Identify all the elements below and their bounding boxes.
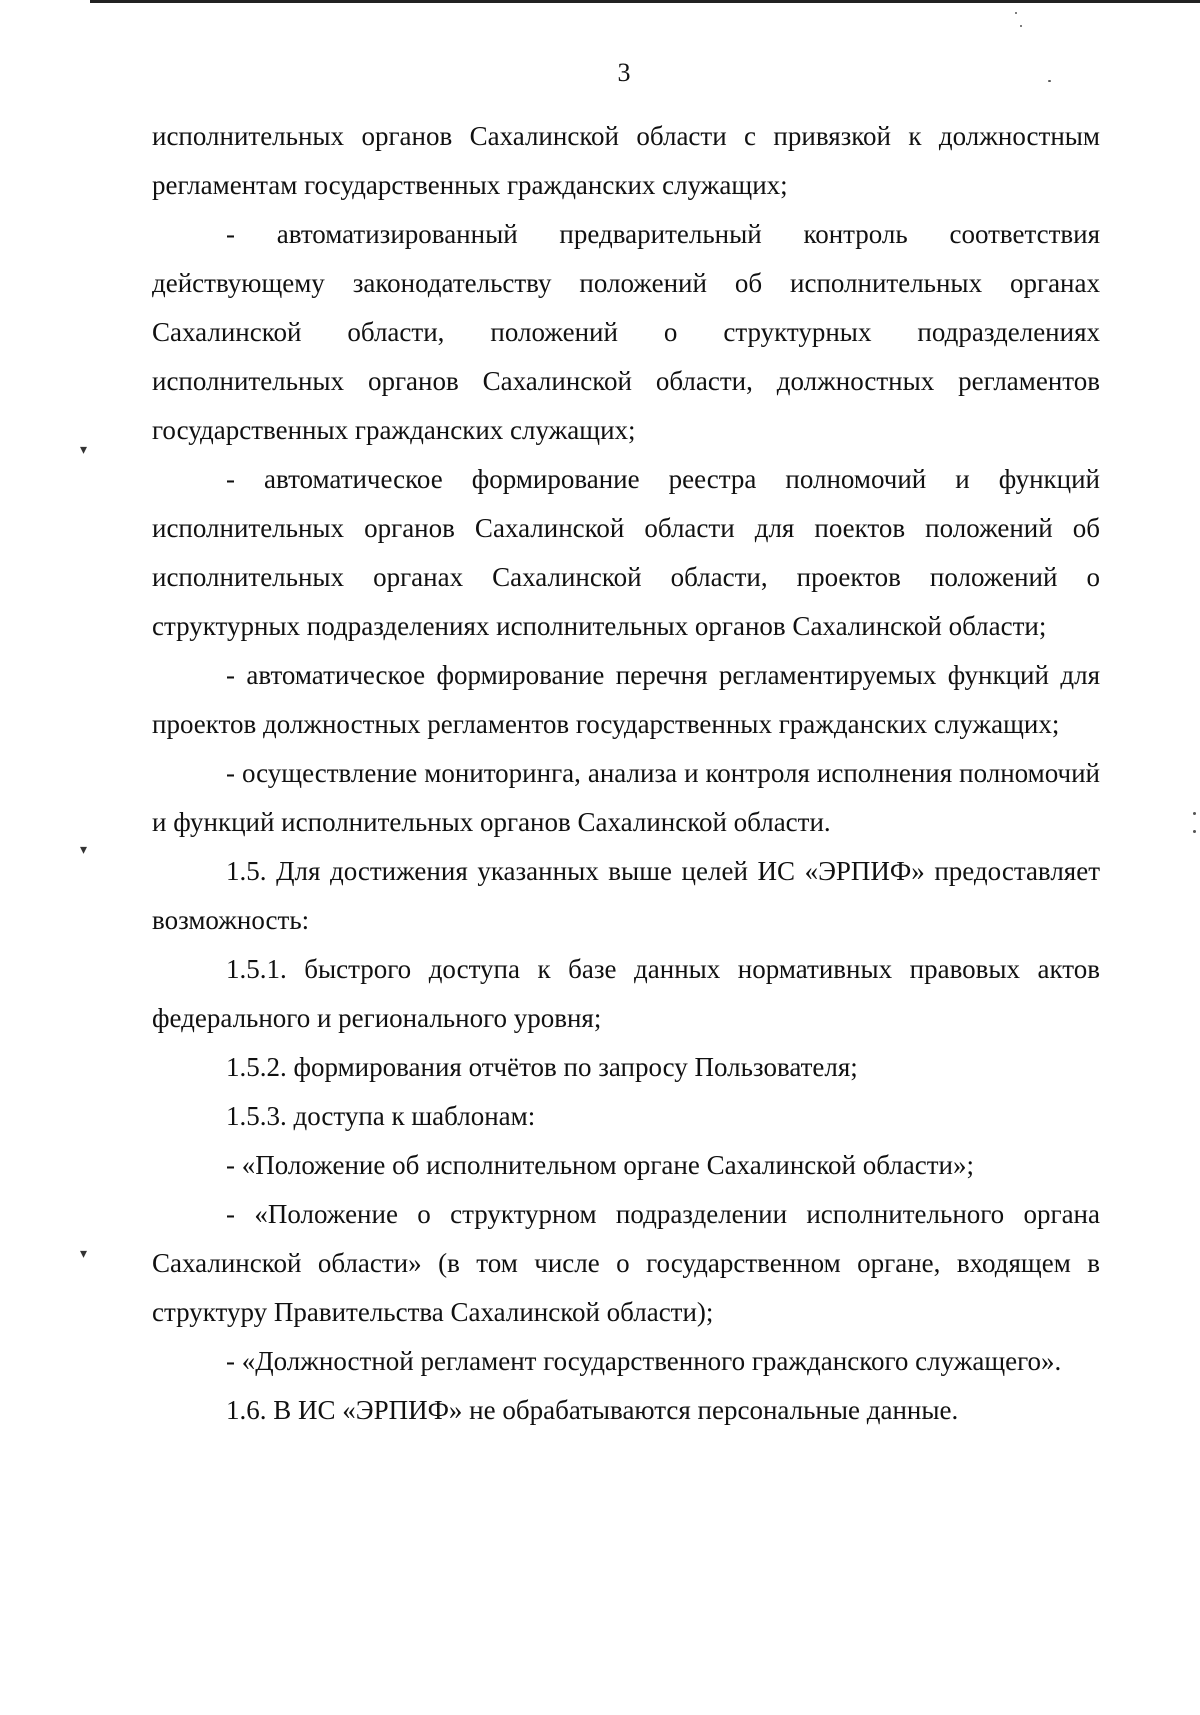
paragraph-bullet-registry: - автоматическое формирование реестра полномочий и функций исполнительных органов Сахалинской области для поектов положений об исполнительных органах Сахалинской области, проектов положений о структурных подразделениях исполнительных органов Сахалинской области; [152, 464, 1100, 641]
paragraph-continuation: исполнительных органов Сахалинской области с привязкой к должностным регламентам государственных гражданских служащих; [152, 121, 1100, 200]
paragraph-template-job-regulation: - «Должностной регламент государственного гражданского служащего». [226, 1346, 1062, 1376]
top-scan-edge [90, 0, 1200, 3]
paragraph-bullet-monitoring: - осуществление мониторинга, анализа и контроля исполнения полномочий и функций исполнительных органов Сахалинской области. [152, 758, 1100, 837]
paragraph-template-executive-body: - «Положение об исполнительном органе Сахалинской области»; [226, 1150, 974, 1180]
paragraph-section-1-5-3: 1.5.3. доступа к шаблонам: [226, 1101, 536, 1131]
paragraph-section-1-5-2: 1.5.2. формирования отчётов по запросу Пользователя; [226, 1052, 858, 1082]
scan-speck [1193, 830, 1196, 833]
scan-speck [1048, 80, 1051, 82]
paragraph-section-1-5-1: 1.5.1. быстрого доступа к базе данных нормативных правовых актов федерального и регионального уровня; [152, 954, 1100, 1033]
paragraph-section-1-6: 1.6. В ИС «ЭРПИФ» не обрабатываются персональные данные. [226, 1395, 959, 1425]
paragraph-section-1-5: 1.5. Для достижения указанных выше целей ИС «ЭРПИФ» предоставляет возможность: [152, 856, 1100, 935]
document-body [152, 112, 1100, 1435]
paragraph-bullet-control: - автоматизированный предварительный контроль соответствия действующему законодательству положений об исполнительных органах Сахалинской области, положений о структурных подразделениях исполнительных органов Сахалинской области, должностных регламентов государственных гражданских служащих; [152, 219, 1100, 445]
paragraph-template-structural-unit: - «Положение о структурном подразделении исполнительного органа Сахалинской области» (в том числе о государственном органе, входящем в структуру Правительства Сахалинской области); [152, 1199, 1100, 1327]
margin-mark: ▾ [80, 1246, 88, 1262]
margin-mark: ▾ [80, 842, 88, 858]
paragraph-bullet-function-list: - автоматическое формирование перечня регламентируемых функций для проектов должностных регламентов государственных гражданских служащих; [152, 660, 1100, 739]
margin-mark: ▾ [80, 442, 88, 458]
page-number: 3 [617, 58, 631, 87]
scan-speck [1015, 12, 1017, 14]
scan-speck [1020, 25, 1022, 27]
scan-speck [1193, 812, 1196, 815]
